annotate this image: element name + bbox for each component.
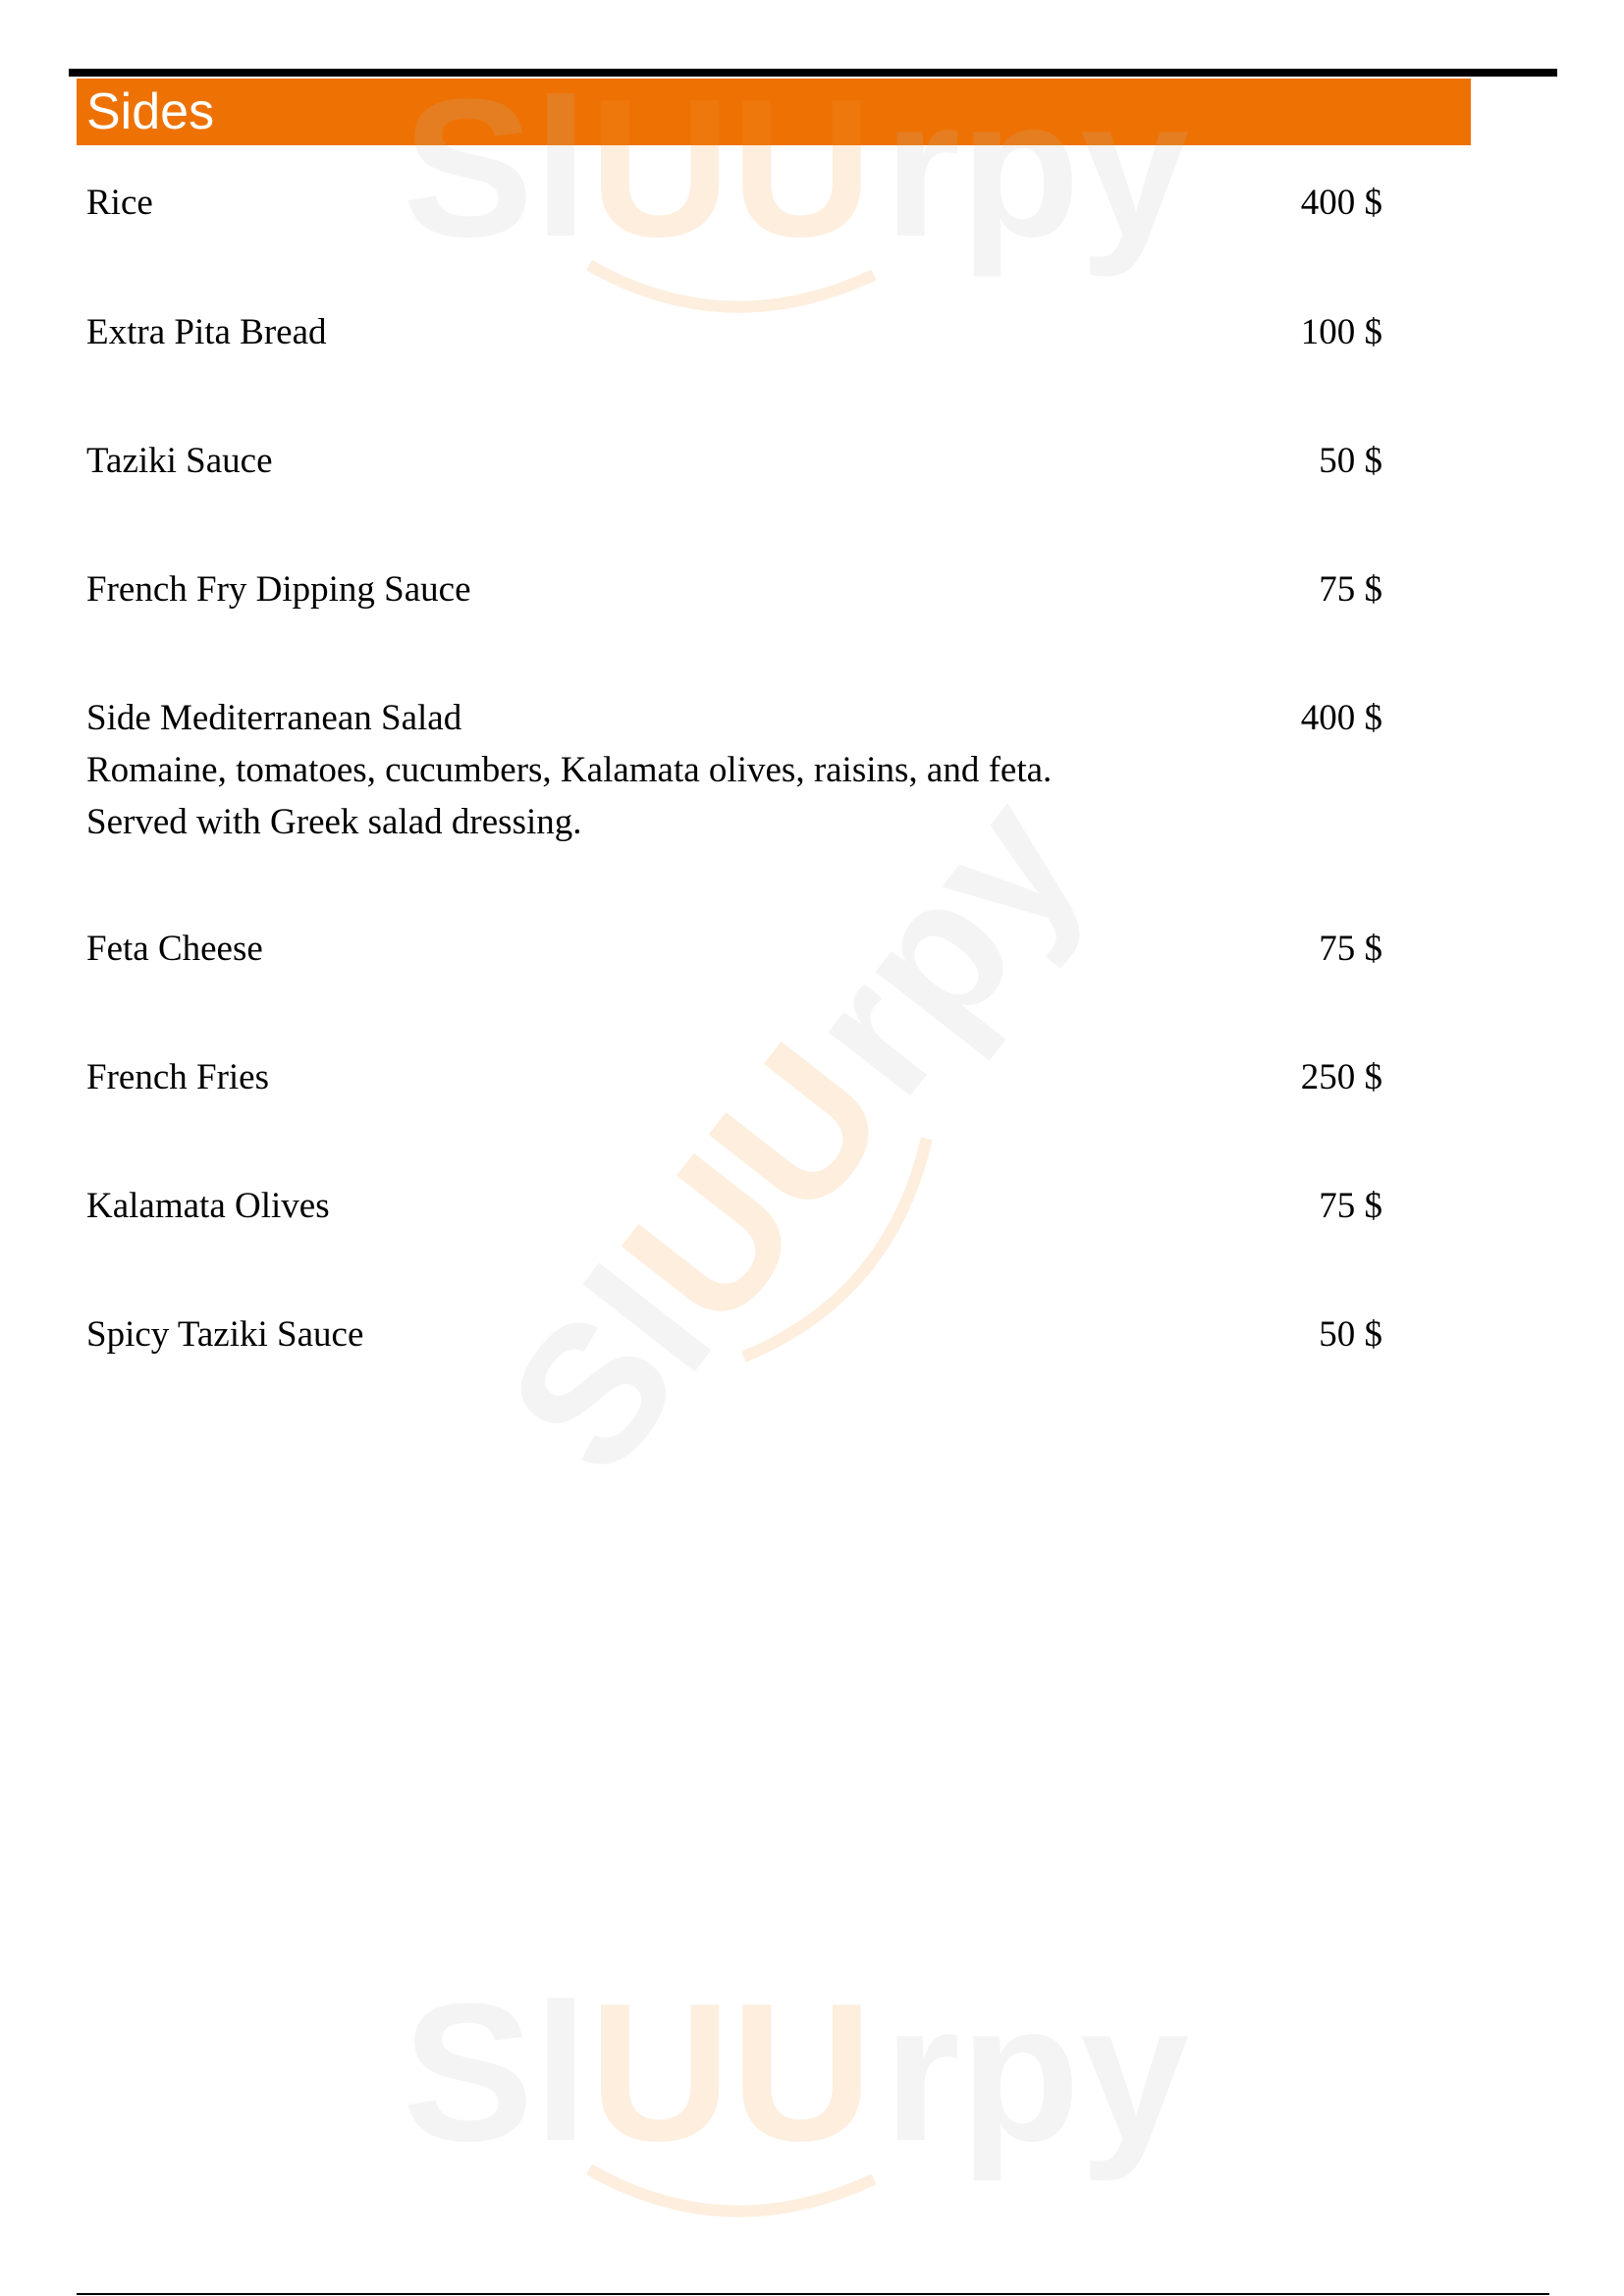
menu-item [86,692,1382,848]
item-price: 50 $ [1319,441,1382,481]
svg-text:Sl: Sl [403,59,588,278]
svg-text:UU: UU [589,1963,873,2182]
svg-text:rpy: rpy [884,59,1190,278]
svg-text:Sl: Sl [465,1230,754,1512]
svg-text:rpy: rpy [884,1963,1190,2182]
svg-text:rpy: rpy [762,757,1123,1133]
item-name: Side Mediterranean Salad [86,698,462,738]
item-price: 250 $ [1300,1057,1382,1097]
item-name: Taziki Sauce [86,441,273,481]
sluurpy-logo-watermark [403,1953,1247,2248]
bottom-divider [77,2293,1549,2295]
item-description: Romaine, tomatoes, cucumbers, Kalamata olives, raisins, and feta. [86,750,1053,790]
menu-item [86,1308,1382,1361]
menu-item [86,563,1382,615]
item-name: Spicy Taziki Sauce [86,1314,364,1355]
item-name: Rice [86,183,153,223]
item-price: 400 $ [1300,698,1382,738]
item-price: 100 $ [1300,312,1382,352]
section-header [77,79,1471,145]
svg-text:Sl: Sl [403,1963,588,2182]
item-price: 400 $ [1300,183,1382,223]
menu-item [86,177,1382,229]
item-name: French Fry Dipping Sauce [86,569,471,610]
svg-text:UU: UU [589,59,873,278]
item-name: Extra Pita Bread [86,312,327,352]
menu-item [86,306,1382,358]
item-price: 75 $ [1319,1186,1382,1226]
item-price: 50 $ [1319,1314,1382,1355]
section-title: Sides [86,83,215,140]
top-divider [69,69,1557,77]
menu-item [86,923,1382,975]
menu-item [86,435,1382,487]
item-name: Kalamata Olives [86,1186,330,1226]
menu-item [86,1180,1382,1232]
svg-text:UU: UU [580,1006,929,1365]
item-price: 75 $ [1319,569,1382,610]
item-description: Served with Greek salad dressing. [86,802,582,842]
menu-item [86,1051,1382,1103]
item-name: Feta Cheese [86,929,263,969]
item-price: 75 $ [1319,929,1382,969]
item-name: French Fries [86,1057,269,1097]
